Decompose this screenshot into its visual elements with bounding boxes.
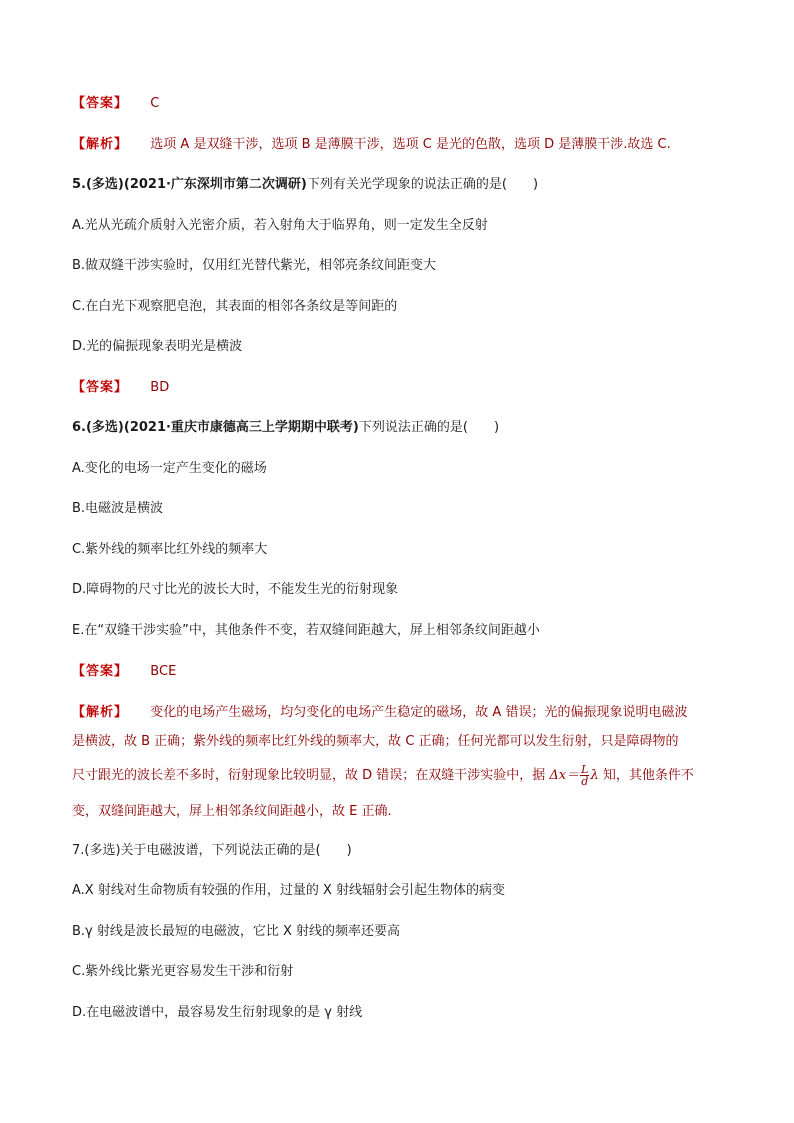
q4-answer-line: [72, 94, 159, 114]
q5-option-c: C.在白光下观察肥皂泡，其表面的相邻各条纹是等间距的: [72, 299, 398, 314]
answer-tag: 【答案】: [72, 664, 129, 679]
q6-analysis-line-3: [72, 764, 694, 787]
q5-stem: [72, 175, 538, 195]
q6-stem: [72, 418, 499, 438]
q5-stem-text: 下列有关光学现象的说法正确的是( ): [306, 177, 539, 192]
q6-answer: BCE: [150, 664, 177, 679]
q6-stem-text: 下列说法正确的是( ): [358, 420, 500, 435]
q4-analysis-line: [72, 135, 671, 155]
q6-analysis-text-1: 变化的电场产生磁场，均匀变化的电场产生稳定的磁场，故 A 错误；光的偏振现象说明电磁波: [150, 705, 688, 720]
q7-stem: 7.(多选)关于电磁波谱，下列说法正确的是( ): [72, 843, 352, 858]
analysis-tag: 【解析】: [72, 705, 129, 720]
answer-tag: 【答案】: [72, 380, 129, 395]
q6-source: (2021·重庆市康德高三上学期期中联考): [123, 420, 359, 435]
formula-numerator: L: [581, 763, 589, 776]
q6-analysis-text-3a: 尺寸跟光的波长差不多时，衍射现象比较明显，故 D 错误；在双缝干涉实验中，据: [72, 768, 550, 783]
answer-tag: 【答案】: [72, 96, 129, 111]
q5-option-a: A.光从光疏介质射入光密介质，若入射角大于临界角，则一定发生全反射: [72, 218, 488, 233]
q6-option-b: B.电磁波是横波: [72, 501, 164, 516]
formula-lhs: Δx＝: [549, 768, 580, 783]
q6-option-a: A.变化的电场一定产生变化的磁场: [72, 461, 267, 476]
q7-option-a: A.X 射线对生命物质有较强的作用，过量的 X 射线辐射会引起生物体的病变: [72, 883, 506, 898]
q4-answer: C: [150, 96, 160, 111]
q6-analysis-line-1: [72, 703, 687, 723]
q6-answer-line: [72, 662, 176, 682]
q7-option-b: B.γ 射线是波长最短的电磁波，它比 X 射线的频率还要高: [72, 924, 401, 939]
q4-analysis: 选项 A 是双缝干涉，选项 B 是薄膜干涉，选项 C 是光的色散，选项 D 是薄膜干涉.故选 C.: [150, 137, 671, 152]
q5-prefix: 5.(多选): [72, 177, 124, 192]
analysis-tag: 【解析】: [72, 137, 129, 152]
q5-source: (2021·广东深圳市第二次调研): [123, 177, 307, 192]
q6-analysis-line-2: 是横波，故 B 正确；紫外线的频率比红外线的频率大，故 C 正确；任何光都可以发生衍射，只是障碍物的: [72, 734, 679, 749]
q6-analysis-line-4: 变，双缝间距越大，屏上相邻条纹间距越小，故 E 正确.: [72, 804, 392, 819]
q5-option-b: B.做双缝干涉实验时，仅用红光替代紫光，相邻亮条纹间距变大: [72, 258, 437, 273]
q7-option-c: C.紫外线比紫光更容易发生干涉和衍射: [72, 964, 294, 979]
q6-option-c: C.紫外线的频率比红外线的频率大: [72, 542, 268, 557]
formula-rhs: λ: [590, 768, 599, 783]
q6-option-d: D.障碍物的尺寸比光的波长大时，不能发生光的衍射现象: [72, 582, 399, 597]
q6-prefix: 6.(多选): [72, 420, 124, 435]
q6-analysis-text-3b: 知，其他条件不: [598, 768, 694, 783]
q5-answer-line: [72, 378, 169, 398]
q7-option-d: D.在电磁波谱中，最容易发生衍射现象的是 γ 射线: [72, 1005, 363, 1020]
q5-answer: BD: [150, 380, 170, 395]
q5-option-d: D.光的偏振现象表明光是横波: [72, 339, 243, 354]
formula-fraction: [580, 764, 589, 787]
q6-option-e: E.在“双缝干涉实验”中，其他条件不变，若双缝间距越大，屏上相邻条纹间距越小: [72, 623, 540, 638]
formula-denominator: d: [581, 775, 589, 788]
